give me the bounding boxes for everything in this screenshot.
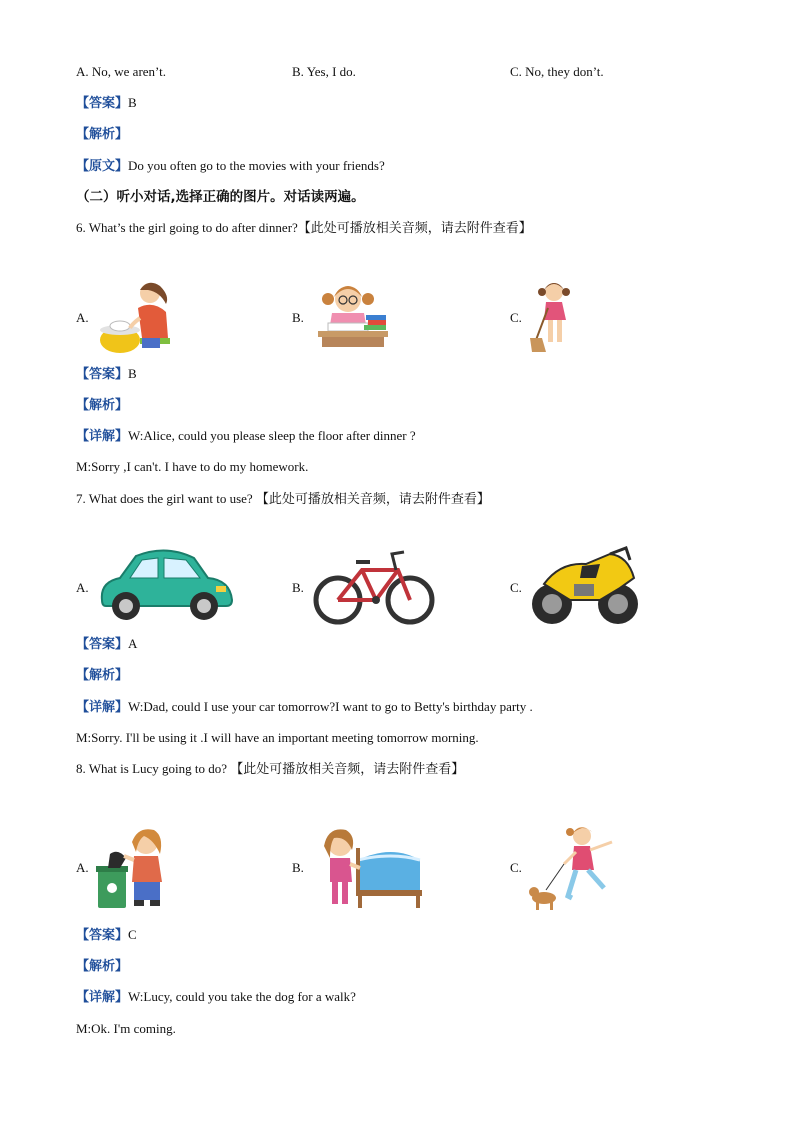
analysis-label: 【解析】 (76, 397, 129, 412)
q6-question: 6. What’s the girl going to do after dinner?【此处可播放相关音频，请去附件查看】 (76, 220, 532, 235)
analysis-label: 【解析】 (76, 958, 129, 973)
q5-option-b: B. Yes, I do. (292, 64, 356, 79)
q7-answer (76, 636, 137, 652)
q6-detail (76, 428, 416, 444)
answer-value: C (128, 927, 137, 942)
q8-detail (76, 989, 356, 1005)
detail-label: 【详解】 (76, 989, 129, 1004)
bicycle-icon (312, 546, 436, 628)
q7-option-b-letter: B. (292, 580, 304, 595)
q5-answer (76, 95, 137, 111)
q5-option-a: A. No, we aren’t. (76, 64, 167, 79)
q5-option-c: C. No, they don’t. (510, 64, 604, 79)
car-icon (96, 546, 236, 624)
girl-sweeping-icon (528, 278, 574, 354)
original-text: Do you often go to the movies with your friends? (128, 158, 385, 173)
q7-analysis (76, 667, 128, 683)
detail-text: W:Dad, could I use your car tomorrow?I want to go to Betty's birthday party . (128, 699, 533, 714)
original-label: 【原文】 (76, 158, 129, 173)
girl-making-bed-icon (312, 824, 424, 912)
detail-text: W:Alice, could you please sleep the floor after dinner ? (128, 428, 416, 443)
q7-detail (76, 699, 533, 715)
girl-washing-clothes-icon (98, 278, 178, 356)
q8-detail-line2: M:Ok. I'm coming. (76, 1021, 176, 1036)
girl-doing-homework-icon (314, 279, 390, 355)
answer-label: 【答案】 (76, 95, 129, 110)
answer-label: 【答案】 (76, 366, 129, 381)
q8-option-c-letter: C. (510, 860, 522, 875)
answer-value: B (128, 366, 137, 381)
detail-label: 【详解】 (76, 428, 129, 443)
q8-analysis (76, 958, 128, 974)
q6-analysis (76, 397, 128, 413)
answer-value: B (128, 95, 137, 110)
q6-option-a-letter: A. (76, 310, 89, 325)
q5-analysis (76, 126, 128, 142)
q8-answer (76, 927, 137, 943)
q6-answer (76, 366, 137, 382)
q7-option-a-letter: A. (76, 580, 89, 595)
q8-option-a-letter: A. (76, 860, 89, 875)
q8-question: 8. What is Lucy going to do? 【此处可播放相关音频，请去附件查看】 (76, 761, 465, 776)
girl-walking-dog-icon (528, 824, 620, 914)
motorcycle-icon (530, 544, 640, 628)
analysis-label: 【解析】 (76, 667, 129, 682)
answer-label: 【答案】 (76, 927, 129, 942)
section-title: （二）听小对话,选择正确的图片。对话读两遍。 (76, 189, 365, 205)
detail-label: 【详解】 (76, 699, 129, 714)
q6-option-c-letter: C. (510, 310, 522, 325)
answer-label: 【答案】 (76, 636, 129, 651)
q7-detail-line2: M:Sorry. I'll be using it .I will have an important meeting tomorrow morning. (76, 730, 479, 745)
answer-value: A (128, 636, 138, 651)
analysis-label: 【解析】 (76, 126, 129, 141)
q6-detail-line2: M:Sorry ,I can't. I have to do my homework. (76, 459, 309, 474)
detail-text: W:Lucy, could you take the dog for a walk? (128, 989, 356, 1004)
q8-option-b-letter: B. (292, 860, 304, 875)
q6-option-b-letter: B. (292, 310, 304, 325)
q7-question: 7. What does the girl want to use? 【此处可播放相关音频，请去附件查看】 (76, 491, 490, 506)
girl-taking-out-trash-icon (94, 824, 170, 912)
q5-original (76, 158, 385, 174)
q7-option-c-letter: C. (510, 580, 522, 595)
